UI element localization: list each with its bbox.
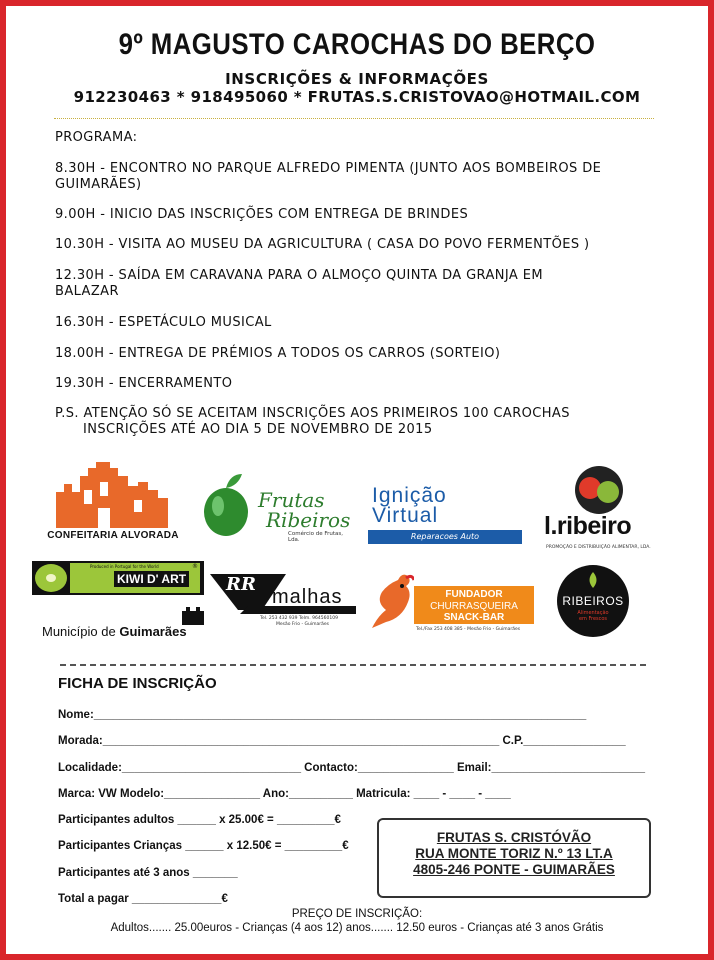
rooster-icon (368, 572, 414, 628)
contact-line: 912230463 * 918495060 * FRUTAS.S.CRISTOVAO@HOTMAIL.COM (73, 88, 641, 106)
fundador-banner: FUNDADOR CHURRASQUEIRA SNACK-BAR (414, 586, 534, 624)
ignicao-virtual-logo (368, 484, 522, 546)
child-participants-field[interactable]: Participantes Crianças ______ x 12.50€ = _________€ (58, 840, 349, 852)
rr-mark: RR (226, 574, 256, 595)
ribeiros-word: RIBEIROS (562, 594, 624, 608)
castle-icon (38, 462, 188, 532)
total-field[interactable]: Total a pagar ______________€ (58, 893, 228, 905)
fundador-logo (368, 570, 536, 636)
program-item: 8.30H - ENCONTRO NO PARQUE ALFREDO PIMENTA (JUNTO AOS BOMBEIROS DE GUIMARÃES) (55, 161, 602, 192)
name-field[interactable]: Nome:_____________________________________________________________________________ (58, 709, 587, 721)
l-ribeiro-logo (544, 464, 656, 556)
municipio-guimaraes-logo (40, 605, 206, 643)
kiwi-word: KIWI D' ART (114, 571, 189, 587)
ignicao-tagline: Reparacoes Auto (368, 530, 522, 544)
kiwi-registered: ® (192, 563, 198, 570)
program-heading: PROGRAMA: (55, 130, 138, 145)
lribeiro-tagline: PROMOÇÃO E DISTRIBUIÇÃO ALIMENTAR, LDA. (546, 545, 651, 550)
ribeiros-word: Ribeiros (266, 508, 351, 532)
fruit-icon (568, 464, 630, 514)
program-item: 12.30H - SAÍDA EM CARAVANA PARA O ALMOÇO QUINTA DA GRANJA EM BALAZAR (55, 268, 543, 299)
rr-phones: Tel. 253 432 939 Telm. 964560109 (260, 616, 338, 621)
ribeiros-tagline-2: em Frescos (578, 616, 608, 622)
fundador-phone: Tel./Fax 253 408 385 - Mesão Frio - Guimarães (416, 627, 521, 632)
car-details-fields[interactable]: Marca: VW Modelo:_______________ Ano:__________ Matricula: ____ - ____ - ____ (58, 788, 511, 800)
program-item: 18.00H - ENTREGA DE PRÉMIOS A TODOS OS CARROS (SORTEIO) (55, 346, 501, 361)
program-item: 19.30H - ENCERRAMENTO (55, 376, 233, 391)
adult-participants-field[interactable]: Participantes adultos ______ x 25.00€ = _________€ (58, 814, 341, 826)
virtual-word: Virtual (372, 504, 439, 527)
municipio-label: Município de Guimarães (42, 624, 187, 639)
address-line-2: RUA MONTE TORIZ N.º 13 LT.A (415, 846, 613, 861)
malhas-word: malhas (272, 586, 343, 608)
rr-malhas-logo (208, 570, 358, 630)
program-item: 9.00H - INICIO DAS INSCRIÇÕES COM ENTREGA DE BRINDES (55, 207, 469, 222)
mailing-address-box (377, 818, 651, 898)
alvorada-label: CONFEITARIA ALVORADA (47, 530, 179, 541)
under-3-participants-field[interactable]: Participantes até 3 anos _______ (58, 867, 238, 879)
event-title: 9º MAGUSTO CAROCHAS DO BERÇO (118, 28, 596, 61)
lribeiro-word: l.ribeiro (544, 512, 632, 540)
address-line-1: FRUTAS S. CRISTÓVÃO (436, 830, 592, 845)
frutas-ribeiros-logo (200, 470, 350, 550)
address-field[interactable]: Morada:______________________________________________________________ C.P.________________ (58, 735, 626, 747)
registration-subtitle: INSCRIÇÕES & INFORMAÇÕES (225, 70, 489, 88)
kiwi-icon (34, 563, 68, 593)
frutas-word: Frutas (258, 488, 325, 512)
frutas-tagline: Comércio de Frutas, Lda. (288, 531, 344, 543)
tower-icon (180, 605, 206, 625)
program-deadline: INSCRIÇÕES ATÉ AO DIA 5 DE NOVEMBRO DE 2015 (83, 422, 433, 437)
price-details: Adultos....... 25.00euros - Crianças (4 aos 12) anos....... 12.50 euros - Crianças até 3 anos Grátis (110, 922, 604, 934)
confeitaria-alvorada-logo (38, 462, 188, 547)
apple-icon (200, 470, 252, 540)
ribeiros-tagline: Alimentação (577, 610, 609, 616)
form-divider (60, 664, 646, 666)
form-title: FICHA DE INSCRIÇÃO (58, 675, 217, 692)
price-heading: PREÇO DE INSCRIÇÃO: (291, 908, 423, 920)
address-line-3: 4805-246 PONTE - GUIMARÃES (413, 862, 615, 877)
program-item: 16.30H - ESPETÁCULO MUSICAL (55, 315, 272, 330)
program-item: 10.30H - VISITA AO MUSEU DA AGRICULTURA ( CASA DO POVO FERMENTÕES ) (55, 237, 590, 252)
ribeiros-logo (556, 564, 630, 638)
kiwi-dart-logo (32, 561, 204, 595)
program-ps: P.S. ATENÇÃO SÓ SE ACEITAM INSCRIÇÕES AOS PRIMEIROS 100 CAROCHAS (55, 406, 570, 421)
ignicao-word: Ignição (372, 484, 447, 507)
locality-contact-email-fields[interactable]: Localidade:____________________________ Contacto:_______________ Email:________________________ (58, 762, 645, 774)
kiwi-tagline: Produced in Portugal for the World (90, 564, 159, 569)
header-divider (54, 118, 654, 119)
rr-location: Mesão Frio - Guimarães (276, 622, 329, 627)
